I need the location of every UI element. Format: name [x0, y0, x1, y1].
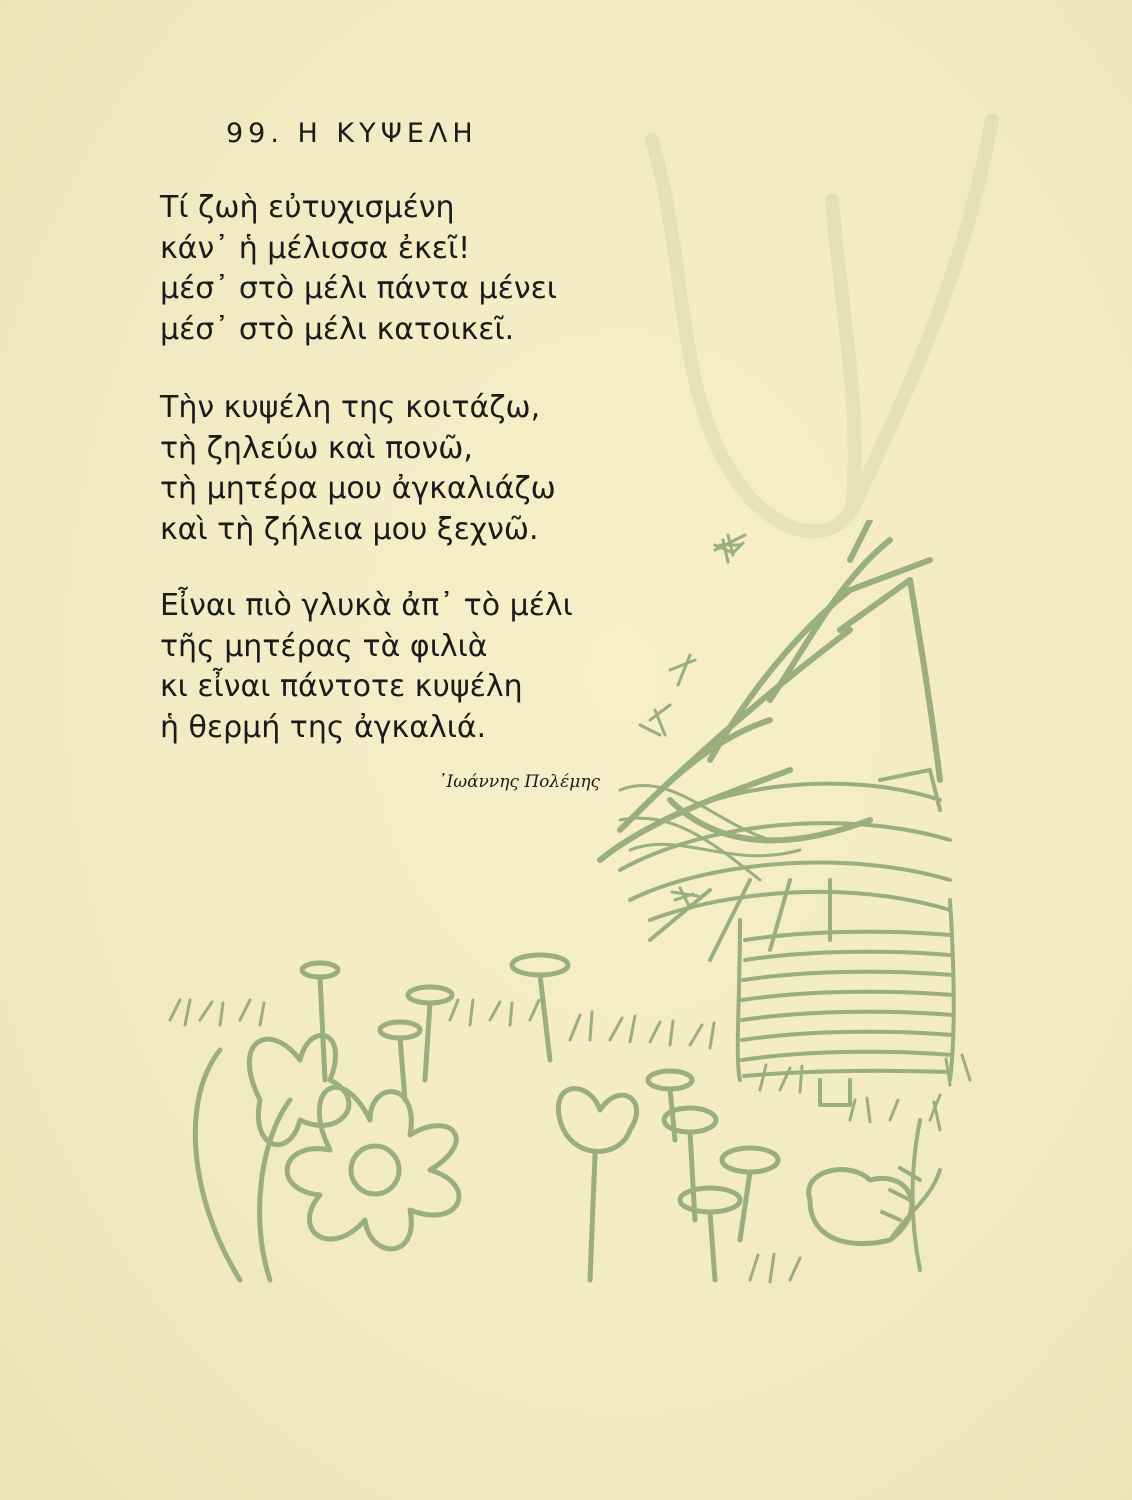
poem-line: ἡ θερμή της ἀγκαλιά.: [160, 709, 487, 745]
poem-author: ᾿Ιωάννης Πολέμης: [438, 772, 601, 792]
reed-drawing: [882, 1120, 940, 1270]
poem-line: Τὴν κυψέλη της κοιτάζω,: [160, 390, 541, 425]
poem-line: τὴ μητέρα μου ἀγκαλιάζω: [160, 471, 556, 506]
poem-line: μέσ᾽ στὸ μέλι πάντα μένει: [160, 271, 557, 306]
poem-line: κάν᾽ ἡ μέλισσα ἐκεῖ!: [160, 230, 471, 266]
poem-line: τὴ ζηλεύω καὶ πονῶ,: [160, 430, 473, 466]
poem-line: μέσ᾽ στὸ μέλι κατοικεῖ.: [160, 311, 515, 347]
hive-body: [738, 900, 954, 1105]
poem-line: Τί ζωὴ εὐτυχισμένη: [160, 190, 455, 225]
poem-title: 99. Η ΚΥΨΕΛΗ: [226, 118, 478, 149]
beehive-illustration: [150, 520, 980, 1320]
stanza-1: [160, 188, 557, 350]
poem-line: κι εἶναι πάντοτε κυψέλη: [160, 669, 523, 704]
poem-line: καὶ τὴ ζήλεια μου ξεχνῶ.: [160, 511, 539, 547]
flower-drawing: [195, 955, 911, 1280]
poem-line: Εἶναι πιὸ γλυκὰ ἀπ᾽ τὸ μέλι: [160, 588, 573, 623]
branch-drawing: [600, 520, 940, 860]
poem-line: τῆς μητέρας τὰ φιλιὰ: [160, 628, 488, 664]
